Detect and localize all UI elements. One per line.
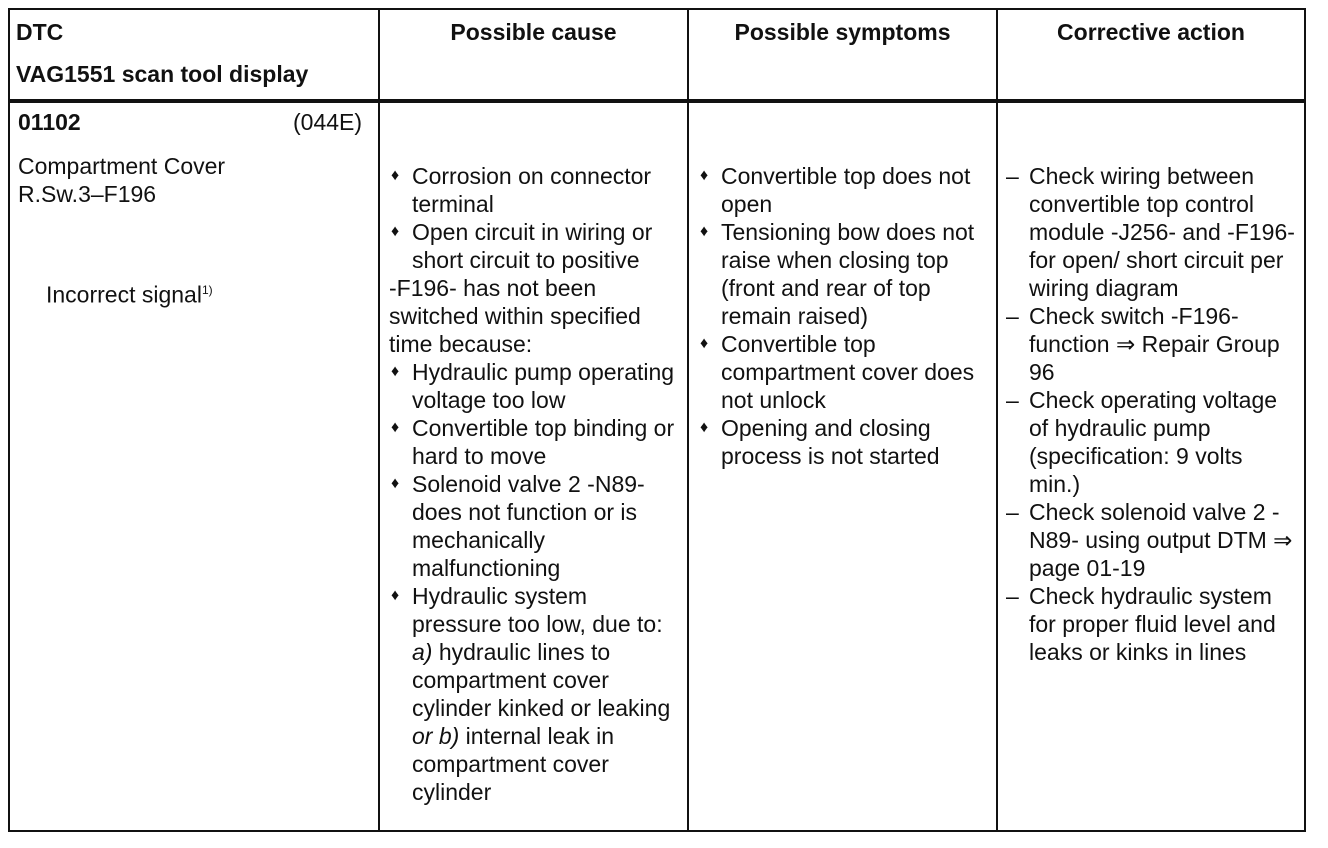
action-item: – Check hydraulic system for proper fluid level and leaks or kinks in lines [1006, 582, 1296, 666]
action-item: – Check wiring between convertible top control module -J256- and -F196- for open/ short circuit per wiring diagram [1006, 162, 1296, 302]
column-divider [687, 10, 689, 830]
column-divider [378, 10, 380, 830]
dtc-code: 01102 [18, 109, 81, 135]
symptom-item: ♦ Convertible top compartment cover does not unlock [698, 330, 990, 414]
action-list [1006, 162, 1296, 666]
header-dtc-line1: DTC [16, 19, 64, 45]
symptoms-cell [698, 162, 990, 470]
cause-list-a [389, 162, 679, 274]
cause-item: ♦ Convertible top binding or hard to move [389, 414, 679, 470]
cause-item: ♦ Open circuit in wiring or short circuit to positive [389, 218, 679, 274]
cause-item: ♦ Hydraulic pump operating voltage too low [389, 358, 679, 414]
dtc-table [8, 8, 1306, 832]
header-dtc [16, 10, 376, 107]
fault-type [18, 276, 373, 309]
cause-cell [389, 162, 679, 806]
footnote-marker: 1) [201, 283, 213, 297]
cause-note: -F196- has not been switched within specified time because: [389, 275, 641, 357]
dtc-cell [18, 108, 373, 309]
cause-item: ♦ Corrosion on connector terminal [389, 162, 679, 218]
header-symptoms: Possible symptoms [734, 19, 951, 45]
component-name [18, 152, 373, 208]
action-item: – Check switch -F196- function ⇒ Repair Group 96 [1006, 302, 1296, 386]
action-item: – Check solenoid valve 2 -N89- using output DTM ⇒ page 01-19 [1006, 498, 1296, 582]
header-cause: Possible cause [450, 19, 617, 45]
symptoms-list [698, 162, 990, 470]
column-divider [996, 10, 998, 830]
dtc-hex-code: (044E) [293, 109, 363, 135]
header-dtc-line2: VAG1551 scan tool display [16, 61, 309, 87]
header-action: Corrective action [1057, 19, 1245, 45]
fault-text: Incorrect signal [46, 281, 202, 308]
action-item: – Check operating voltage of hydraulic pump (specification: 9 volts min.) [1006, 386, 1296, 498]
cause-item: ♦ Solenoid valve 2 -N89- does not function or is mechanically malfunctioning [389, 470, 679, 582]
cause-item-hydraulic: ♦ Hydraulic system pressure too low, due to: a) hydraulic lines to compartment cover cylinder kinked or leaking or b) internal leak in compartment cover cylinder [389, 582, 679, 806]
component-line1: Compartment Cover [18, 153, 226, 179]
symptom-item: ♦ Opening and closing process is not started [698, 414, 990, 470]
action-cell [1006, 162, 1296, 666]
cause-list-b [389, 358, 679, 806]
component-line2: R.Sw.3–F196 [18, 181, 157, 207]
symptom-item: ♦ Convertible top does not open [698, 162, 990, 218]
symptom-item: ♦ Tensioning bow does not raise when closing top (front and rear of top remain raised) [698, 218, 990, 330]
